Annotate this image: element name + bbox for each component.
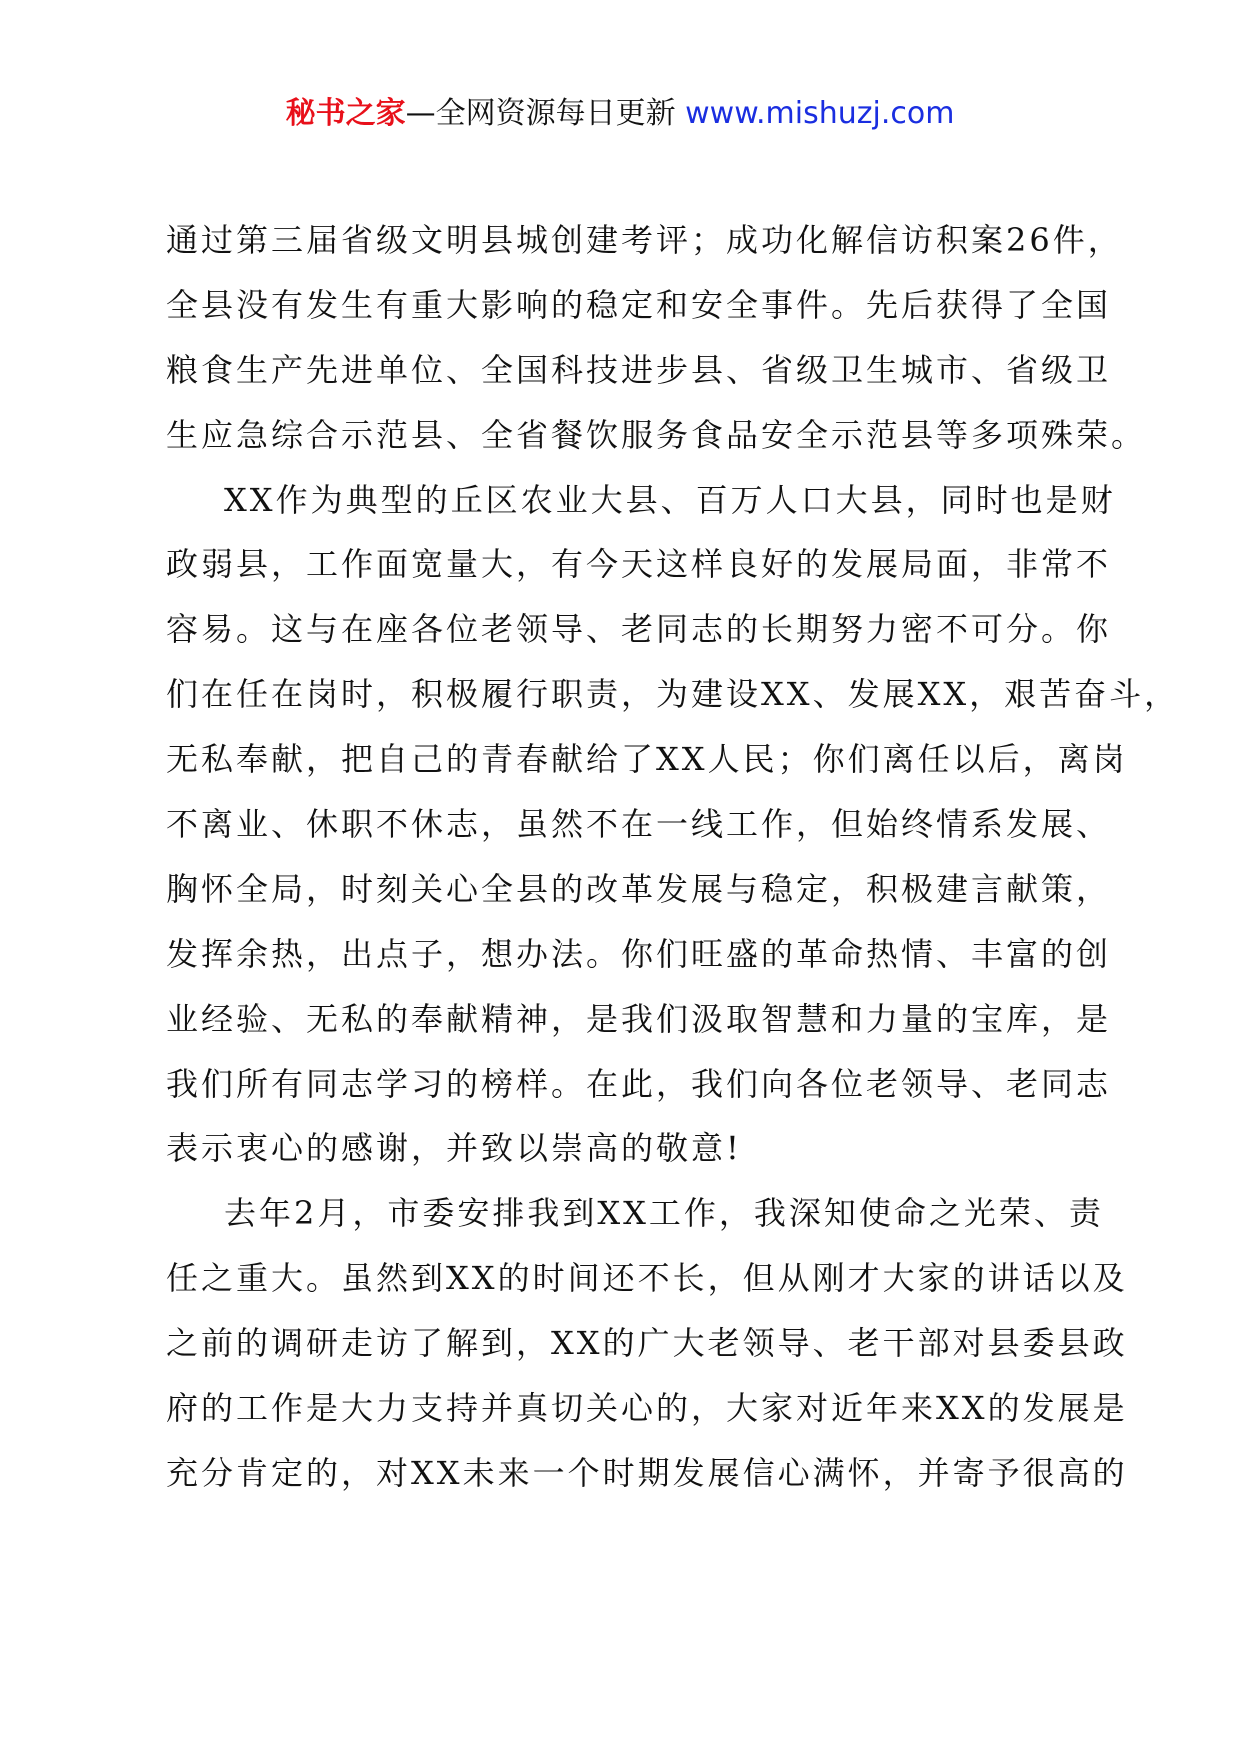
body-line: 政弱县，工作面宽量大，有今天这样良好的发展局面，非常不 xyxy=(166,545,1112,584)
body-line: 胸怀全局，时刻关心全县的改革发展与稳定，积极建言献策， xyxy=(166,869,1112,908)
site-url-link[interactable]: www.mishuzj.com xyxy=(685,96,955,131)
body-line: 不离业、休职不休志，虽然不在一线工作，但始终情系发展、 xyxy=(166,805,1112,844)
body-line: 我们所有同志学习的榜样。在此，我们向各位老领导、老同志 xyxy=(166,1064,1112,1103)
body-line: 粮食生产先进单位、全国科技进步县、省级卫生城市、省级卫 xyxy=(166,350,1112,389)
body-line: 充分肯定的，对XX未来一个时期发展信心满怀，并寄予很高的 xyxy=(166,1453,1128,1492)
body-line: 发挥余热，出点子，想办法。你们旺盛的革命热情、丰富的创 xyxy=(166,934,1112,973)
body-line: 全县没有发生有重大影响的稳定和安全事件。先后获得了全国 xyxy=(166,285,1112,324)
body-line: 表示衷心的感谢，并致以崇高的敬意! xyxy=(166,1129,742,1168)
body-line: 业经验、无私的奉献精神，是我们汲取智慧和力量的宝库，是 xyxy=(166,999,1112,1038)
header-tagline: —全网资源每日更新 xyxy=(405,96,686,131)
paragraph-first-line: 去年2月，市委安排我到XX工作，我深知使命之光荣、责 xyxy=(224,1194,1104,1233)
brand-name: 秘书之家 xyxy=(285,96,406,131)
body-line: 通过第三届省级文明县城创建考评；成功化解信访积案26件， xyxy=(166,221,1123,259)
body-line: 之前的调研走访了解到，XX的广大老领导、老干部对县委县政 xyxy=(166,1324,1128,1363)
body-line: 容易。这与在座各位老领导、老同志的长期努力密不可分。你 xyxy=(166,610,1112,649)
page-header xyxy=(0,94,1240,134)
body-line: 任之重大。虽然到XX的时间还不长，但从刚才大家的讲话以及 xyxy=(166,1259,1128,1298)
document-body xyxy=(166,208,1180,1506)
body-line: 无私奉献，把自己的青春献给了XX人民；你们离任以后，离岗 xyxy=(166,740,1128,779)
body-line: 生应急综合示范县、全省餐饮服务食品安全示范县等多项殊荣。 xyxy=(166,415,1147,454)
body-line: 府的工作是大力支持并真切关心的，大家对近年来XX的发展是 xyxy=(166,1389,1128,1428)
body-line: 们在任在岗时，积极履行职责，为建设XX、发展XX，艰苦奋斗， xyxy=(166,675,1180,714)
paragraph-first-line: XX作为典型的丘区农业大县、百万人口大县，同时也是财 xyxy=(224,480,1116,519)
